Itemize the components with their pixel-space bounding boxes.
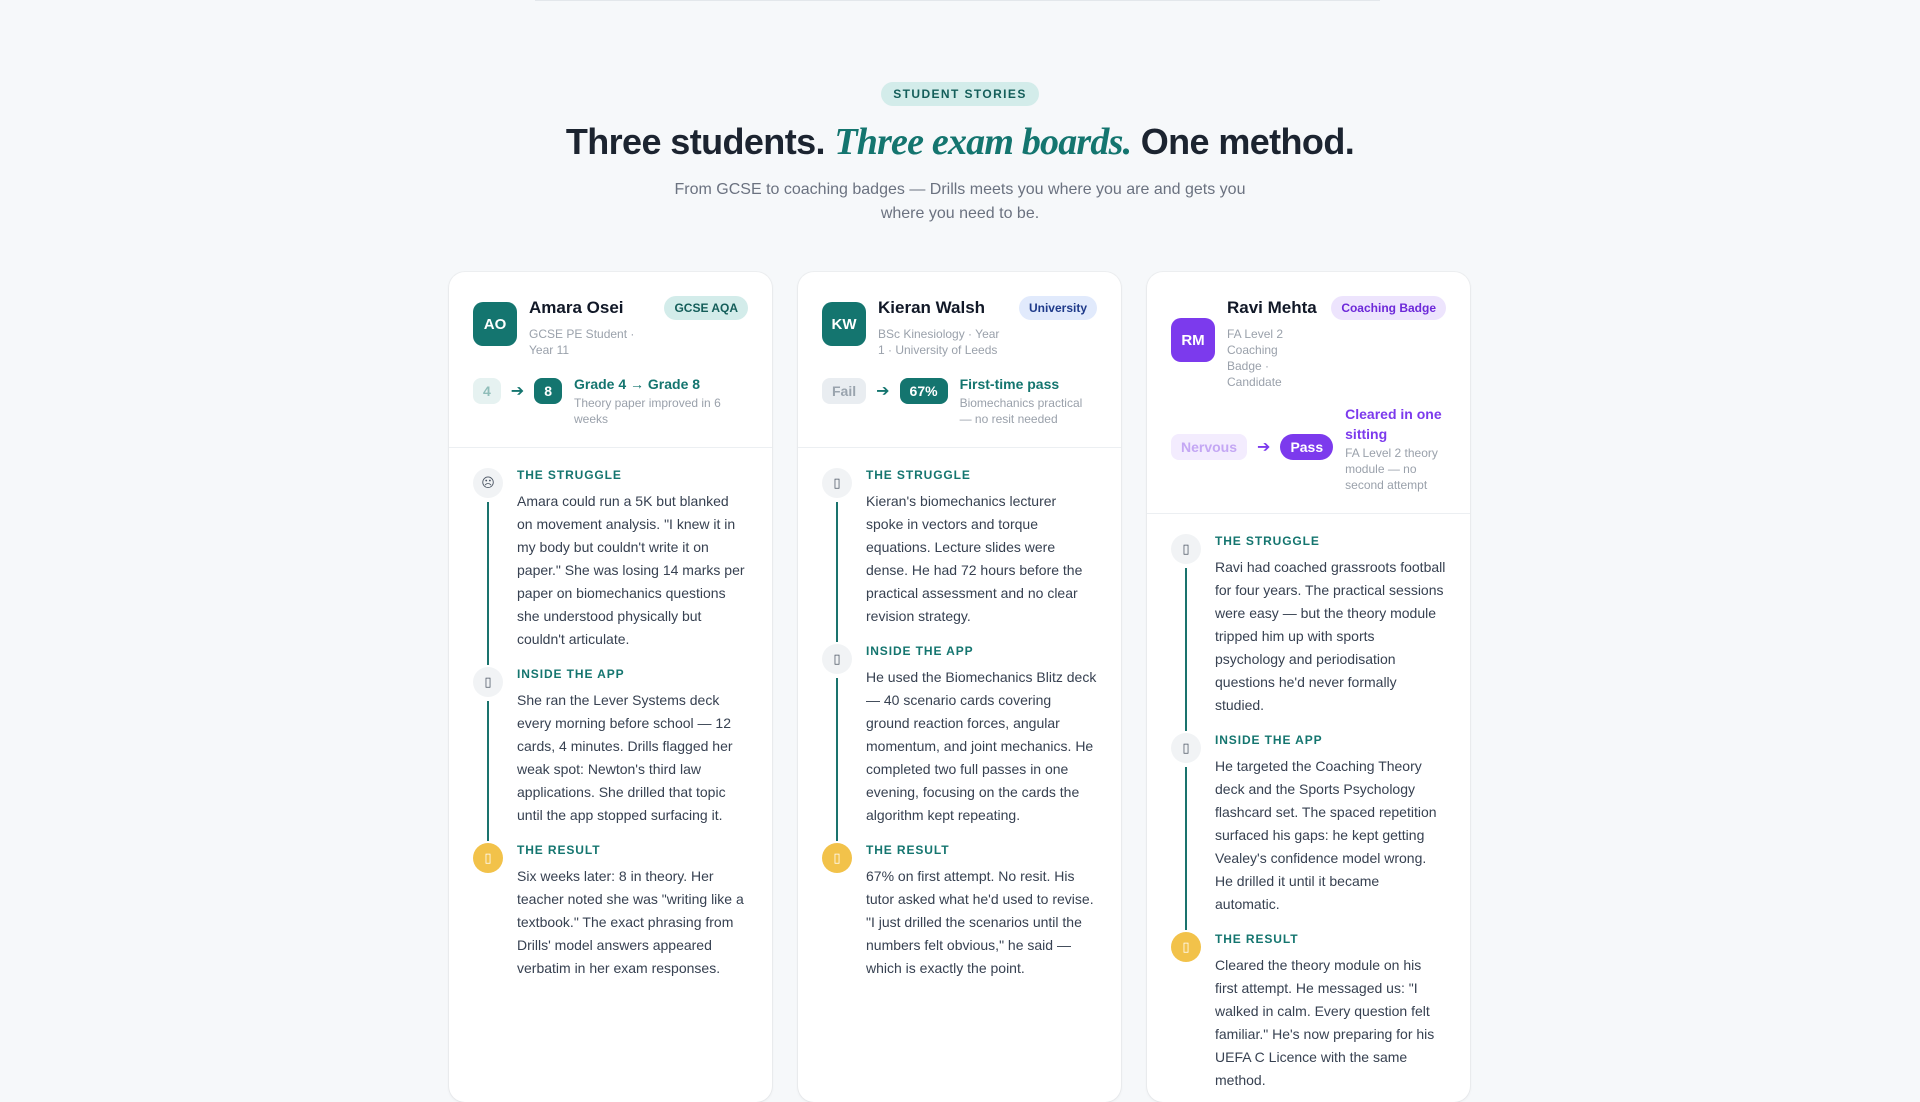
step-label: THE STRUGGLE xyxy=(517,468,622,482)
section-headline xyxy=(0,120,1920,164)
step-body: She ran the Lever Systems deck every morning before school — 12 cards, 4 minutes. Drills flagged her weak spot: Newton's third law applications. She drilled that topic until the app stopped surfacing it. xyxy=(517,692,733,823)
progress-row xyxy=(473,374,748,427)
trophy-icon: ▯ xyxy=(822,843,852,873)
story-timeline xyxy=(1147,514,1470,1102)
grimace-face-icon: ☹ xyxy=(473,468,503,498)
exam-board-badge: Coaching Badge xyxy=(1331,296,1446,320)
section-header xyxy=(0,82,1920,226)
step-inside-app xyxy=(822,644,1097,843)
card-header xyxy=(449,272,772,448)
section-subtitle: From GCSE to coaching badges — Drills meets you where you are and gets you where you need to be. xyxy=(674,181,1246,222)
struggle-icon: ▯ xyxy=(1171,534,1201,564)
step-label: THE RESULT xyxy=(866,843,950,857)
student-name: Amara Osei xyxy=(529,298,624,317)
trophy-icon: ▯ xyxy=(1171,932,1201,962)
step-body: Amara could run a 5K but blanked on movement analysis. "I knew it in my body but couldn't write it on paper." She was losing 14 marks per paper on biomechanics questions she understood physically but couldn't articulate. xyxy=(517,493,745,647)
story-timeline xyxy=(798,448,1121,996)
top-divider xyxy=(535,0,1380,1)
step-label: THE STRUGGLE xyxy=(1215,534,1320,548)
progress-detail: FA Level 2 theory module — no second attempt xyxy=(1345,446,1438,492)
step-label: THE RESULT xyxy=(1215,932,1299,946)
grade-after-pill: 67% xyxy=(900,378,948,404)
headline-part-1: Three students. xyxy=(565,121,825,162)
step-label: INSIDE THE APP xyxy=(866,644,974,658)
step-result xyxy=(1171,932,1446,1102)
step-body: Ravi had coached grassroots football for four years. The practical sessions were easy — but the theory module tripped him up with sports psychology and periodisation questions he'd never formally studied. xyxy=(1215,559,1446,713)
progress-summary xyxy=(1345,404,1446,493)
avatar: AO xyxy=(473,302,517,346)
exam-board-badge: GCSE AQA xyxy=(664,296,748,320)
grade-before-pill: Nervous xyxy=(1171,434,1247,460)
step-body: 67% on first attempt. No resit. His tutor asked what he'd used to revise. "I just drilled the scenarios until the numbers felt obvious," he said — which is exactly the point. xyxy=(866,868,1094,976)
phone-icon: ▯ xyxy=(473,667,503,697)
student-role: GCSE PE Student · Year 11 xyxy=(529,327,635,357)
card-header xyxy=(798,272,1121,448)
phone-icon: ▯ xyxy=(1171,733,1201,763)
grade-after-pill: 8 xyxy=(534,378,562,404)
progress-detail: Theory paper improved in 6 weeks xyxy=(574,396,721,426)
avatar: RM xyxy=(1171,318,1215,362)
timeline-connector xyxy=(1185,767,1187,930)
struggle-icon: ▯ xyxy=(822,468,852,498)
headline-accent: Three exam boards. xyxy=(834,121,1132,163)
step-label: INSIDE THE APP xyxy=(1215,733,1323,747)
story-card-kieran xyxy=(798,272,1121,1102)
grade-after-pill: Pass xyxy=(1280,434,1333,460)
progress-row xyxy=(1171,404,1446,493)
student-name: Ravi Mehta xyxy=(1227,298,1317,317)
step-body: He used the Biomechanics Blitz deck — 40 scenario cards covering ground reaction forces, angular momentum, and joint mechanics. He completed two full passes in one evening, focusing on the cards the algorithm kept repeating. xyxy=(866,669,1097,823)
progress-detail: Biomechanics practical — no resit needed xyxy=(959,396,1083,426)
exam-board-badge: University xyxy=(1019,296,1097,320)
step-struggle xyxy=(1171,534,1446,733)
student-role: BSc Kinesiology · Year 1 · University of Leeds xyxy=(878,327,1000,357)
progress-title: Grade 4 → Grade 8 xyxy=(574,376,701,392)
arrow-right-icon: ➔ xyxy=(1257,439,1271,456)
trophy-icon: ▯ xyxy=(473,843,503,873)
step-body: Six weeks later: 8 in theory. Her teacher noted she was "writing like a textbook." The exact phrasing from Drills' model answers appeared verbatim in her exam responses. xyxy=(517,868,744,976)
student-role: FA Level 2 Coaching Badge · Candidate xyxy=(1227,327,1284,389)
story-timeline xyxy=(449,448,772,996)
timeline-connector xyxy=(1185,568,1187,731)
story-card-amara xyxy=(449,272,772,1102)
step-result xyxy=(473,843,748,996)
step-body: Cleared the theory module on his first attempt. He messaged us: "I walked in calm. Every question felt familiar." He's now preparing for his UEFA C Licence with the same method. xyxy=(1215,957,1435,1088)
timeline-connector xyxy=(487,502,489,665)
progress-summary xyxy=(574,374,748,427)
step-struggle xyxy=(473,468,748,667)
step-inside-app xyxy=(1171,733,1446,932)
arrow-right-icon: ➔ xyxy=(510,383,525,400)
step-label: INSIDE THE APP xyxy=(517,667,625,681)
step-label: THE RESULT xyxy=(517,843,601,857)
step-struggle xyxy=(822,468,1097,644)
card-header xyxy=(1147,272,1470,514)
grade-before-pill: Fail xyxy=(822,378,866,404)
progress-summary xyxy=(960,374,1097,427)
step-label: THE STRUGGLE xyxy=(866,468,971,482)
phone-icon: ▯ xyxy=(822,644,852,674)
step-result xyxy=(822,843,1097,996)
story-card-ravi xyxy=(1147,272,1470,1102)
step-body: Kieran's biomechanics lecturer spoke in vectors and torque equations. Lecture slides were dense. He had 72 hours before the practical assessment and no clear revision strategy. xyxy=(866,493,1083,624)
progress-row xyxy=(822,374,1097,427)
timeline-connector xyxy=(836,502,838,642)
step-inside-app xyxy=(473,667,748,843)
progress-title: Cleared in one sitting xyxy=(1345,406,1442,442)
step-body: He targeted the Coaching Theory deck and the Sports Psychology flashcard set. The spaced repetition surfaced his gaps: he kept getting Vealey's confidence model wrong. He drilled it until it became automatic. xyxy=(1215,758,1437,912)
grade-before-pill: 4 xyxy=(473,378,501,404)
avatar: KW xyxy=(822,302,866,346)
timeline-connector xyxy=(487,701,489,841)
section-eyebrow-badge: STUDENT STORIES xyxy=(881,82,1038,106)
progress-title: First-time pass xyxy=(959,376,1060,392)
timeline-connector xyxy=(836,678,838,841)
arrow-right-icon: ➔ xyxy=(876,383,890,400)
student-name: Kieran Walsh xyxy=(878,298,986,317)
headline-part-2: One method. xyxy=(1140,121,1355,162)
